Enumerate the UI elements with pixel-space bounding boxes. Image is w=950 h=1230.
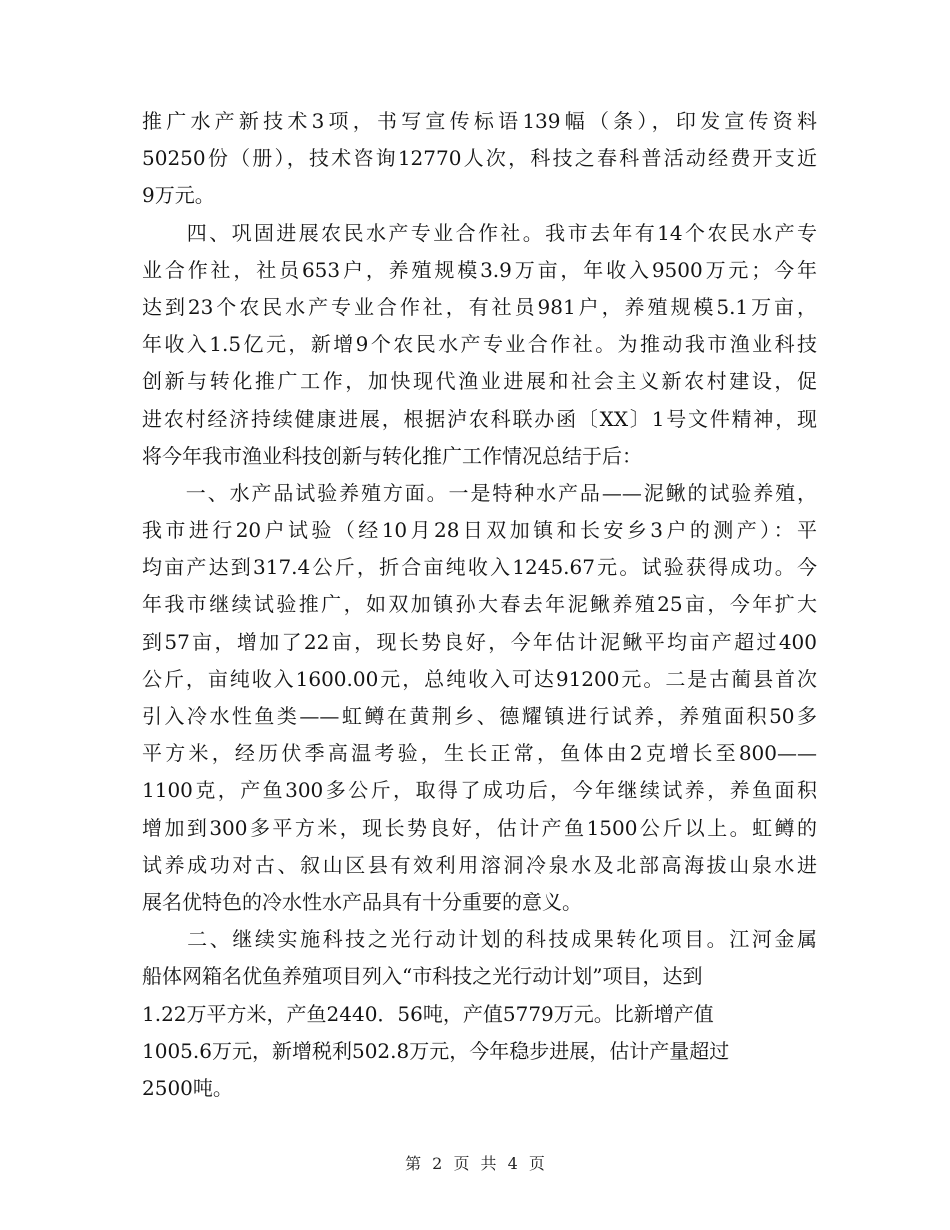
text-line: 增加到300多平方米，现长势良好，估计产鱼1500公斤以上。虹鳟的 xyxy=(142,815,817,840)
page-number-footer: 第 2 页 共 4 页 xyxy=(405,1154,545,1173)
text-line: 2500吨。 xyxy=(142,1075,233,1100)
text-line: 年我市继续试验推广，如双加镇孙大春去年泥鳅养殖25亩，今年扩大 xyxy=(142,592,817,617)
text-line: 平方米，经历伏季高温考验，生长正常，鱼体由2克增长至800—— xyxy=(142,741,817,766)
body-text xyxy=(142,103,817,1107)
text-line: 50250份（册），技术咨询12770人次，科技之春科普活动经费开支近 xyxy=(142,146,817,171)
text-line: 四、巩固进展农民水产专业合作社。我市去年有14个农民水产专 xyxy=(142,220,817,245)
text-line: 9万元。 xyxy=(142,183,215,208)
text-line: 公斤，亩纯收入1600.00元，总纯收入可达91200元。二是古蔺县首次 xyxy=(142,666,817,691)
text-line: 二、继续实施科技之光行动计划的科技成果转化项目。江河金属 xyxy=(142,927,817,952)
text-line: 年收入1.5亿元，新增9个农民水产专业合作社。为推动我市渔业科技 xyxy=(142,332,817,357)
text-line: 展名优特色的冷水性水产品具有十分重要的意义。 xyxy=(142,889,582,914)
text-line: 引入冷水性鱼类——虹鳟在黄荆乡、德耀镇进行试养，养殖面积50多 xyxy=(142,704,817,728)
text-line: 船体网箱名优鱼养殖项目列入“市科技之光行动计划”项目，达到 xyxy=(142,964,703,989)
text-line: 业合作社，社员653户，养殖规模3.9万亩，年收入9500万元；今年 xyxy=(142,257,817,282)
text-line: 进农村经济持续健康进展，根据泸农科联办函〔XX〕1号文件精神，现 xyxy=(142,406,817,431)
text-line: 一、水产品试验养殖方面。一是特种水产品——泥鳅的试验养殖， xyxy=(142,480,817,505)
text-line: 创新与转化推广工作，加快现代渔业进展和社会主义新农村建设，促 xyxy=(142,369,817,394)
text-line: 将今年我市渔业科技创新与转化推广工作情况总结于后： xyxy=(142,443,642,468)
text-line: 1.22万平方米，产鱼2440．56吨，产值5779万元。比新增产值 xyxy=(142,1001,714,1026)
text-line: 推广水产新技术3项，书写宣传标语139幅（条），印发宣传资料 xyxy=(142,109,817,133)
text-line: 均亩产达到317.4公斤，折合亩纯收入1245.67元。试验获得成功。今 xyxy=(142,555,817,580)
text-line: 1100克，产鱼300多公斤，取得了成功后，今年继续试养，养鱼面积 xyxy=(142,778,817,803)
text-line: 到57亩，增加了22亩，现长势良好，今年估计泥鳅平均亩产超过400 xyxy=(142,629,817,654)
text-line: 达到23个农民水产专业合作社，有社员981户，养殖规模5.1万亩， xyxy=(142,294,817,319)
text-line: 1005.6万元，新增税利502.8万元，今年稳步进展，估计产量超过 xyxy=(142,1038,730,1063)
text-line: 试养成功对古、叙山区县有效利用溶洞冷泉水及北部高海拔山泉水进 xyxy=(142,852,817,877)
text-line: 我市进行20户试验（经10月28日双加镇和长安乡3户的测产）：平 xyxy=(142,518,817,543)
